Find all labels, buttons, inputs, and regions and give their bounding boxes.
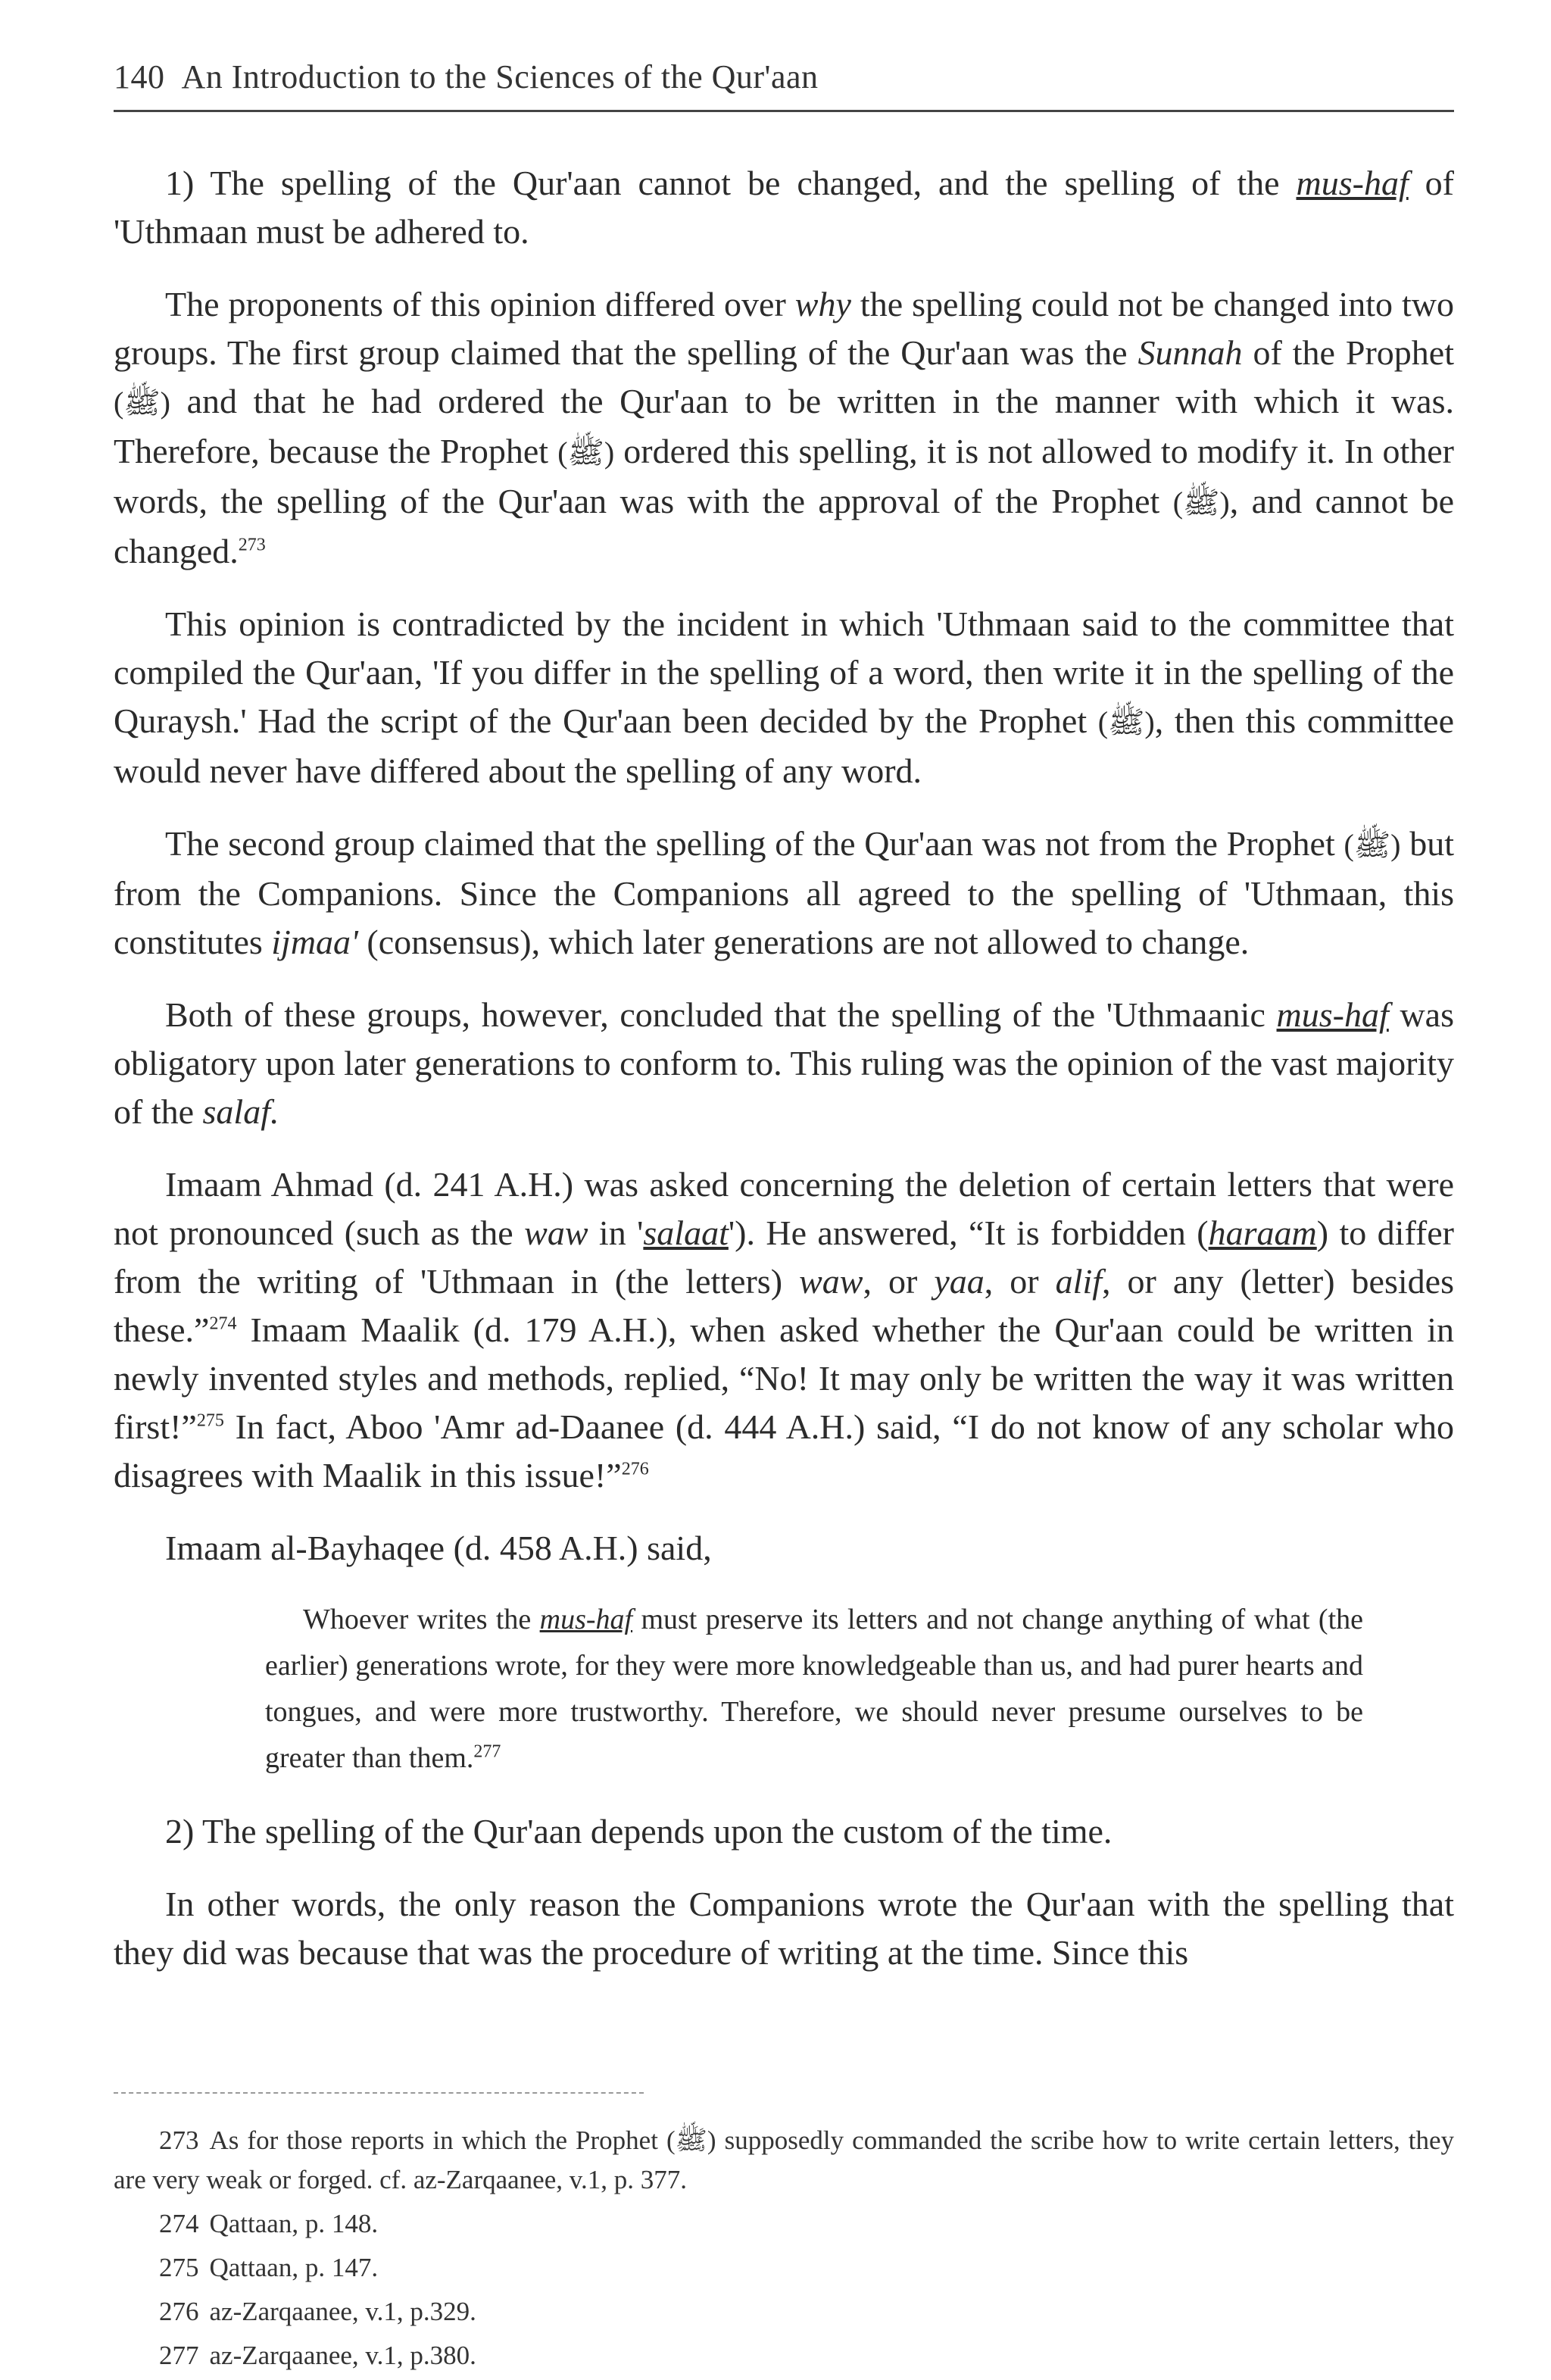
footnote-divider	[114, 2092, 644, 2095]
footnote-ref: 275	[196, 1410, 224, 1431]
footnote-ref: 273	[238, 535, 266, 555]
paragraph-9: In other words, the only reason the Companions wrote the Qur'aan with the spelling that they did was because that was the procedure of writing at the time. Since this	[114, 1885, 1454, 1972]
running-header	[114, 58, 1454, 96]
footnote: 275 Qattaan, p. 147.	[159, 2253, 379, 2282]
footnote: 273 As for those reports in which the Prophet (ﷺ) supposedly commanded the scribe how to write certain letters, they are very weak or forged. cf. az-Zarqaanee, v.1, p. 377.	[114, 2125, 1454, 2194]
footnote: 277 az-Zarqaanee, v.1, p.380.	[159, 2341, 476, 2370]
pbuh-symbol: (ﷺ)	[1172, 486, 1230, 520]
page-number: 140	[114, 58, 165, 95]
paragraph-7: Imaam al-Bayhaqee (d. 458 A.H.) said,	[165, 1529, 712, 1567]
book-title: An Introduction to the Sciences of the Qur'aan	[181, 58, 819, 95]
paragraph-8: 2) The spelling of the Qur'aan depends upon the custom of the time.	[165, 1812, 1113, 1851]
footnote: 276 az-Zarqaanee, v.1, p.329.	[159, 2297, 476, 2326]
paragraph-6: Imaam Ahmad (d. 241 A.H.) was asked concerning the deletion of certain letters that were not pronounced (such as the waw in 'salaat'). He answered, “It is forbidden (haraam) to differ from the writing of 'Uthmaan in (the letters) waw, or yaa, or alif, or any (letter) besides these.”$^{274}$ Imaam Maalik (d. 179 A.H.), when asked whether the Qur'aan could be written in newly invented styles and methods, replied, “No! It may only be written the way it was written first!”$^{275}$ In fact, Aboo 'Amr ad-Daanee (d. 444 A.H.) said, “I do not know of any scholar who disagrees with Maalik in this issue!”$^{276}$	[114, 1165, 1454, 1495]
footnote-ref: 274	[209, 1313, 237, 1334]
paragraph-2: The proponents of this opinion differed over why the spelling could not be changed into two groups. The first group claimed that the spelling of the Qur'aan was the Sunnah of the Prophet (ﷺ) and that he had ordered the Qur'aan to be written in the manner with which it was. Therefore, because the Prophet (ﷺ) ordered this spelling, it is not allowed to modify it. In other words, the spelling of the Qur'aan was with the approval of the Prophet (ﷺ), and cannot be changed.$^{273}$	[114, 285, 1455, 570]
pbuh-symbol: (ﷺ)	[557, 436, 615, 470]
paragraph-4: The second group claimed that the spelling of the Qur'aan was not from the Prophet (ﷺ) but from the Companions. Since the Companions all agreed to the spelling of 'Uthmaan, this constitutes ijmaa' (consensus), which later generations are not allowed to change.	[114, 824, 1455, 961]
paragraph-5: Both of these groups, however, concluded that the spelling of the 'Uthmaanic mus-haf was obligatory upon later generations to conform to. This ruling was the opinion of the vast majority of the salaf.	[114, 995, 1454, 1131]
pbuh-symbol: (ﷺ)	[114, 386, 170, 420]
footnote-ref: 277	[473, 1741, 501, 1762]
paragraph-1: 1) The spelling of the Qur'aan cannot be changed, and the spelling of the mus-haf of 'Uthmaan must be adhered to.	[114, 164, 1454, 251]
footnote: 274 Qattaan, p. 148.	[159, 2209, 379, 2238]
pbuh-symbol: (ﷺ)	[1343, 828, 1401, 862]
paragraph-3: This opinion is contradicted by the incident in which 'Uthmaan said to the committee that compiled the Qur'aan, 'If you differ in the spelling of a word, then write it in the spelling of the Quraysh.' Had the script of the Qur'aan been decided by the Prophet (ﷺ), then this committee would never have differed about the spelling of any word.	[114, 604, 1454, 790]
main-text	[114, 159, 1454, 2001]
footnote-ref: 276	[621, 1459, 649, 1479]
footnotes	[114, 2121, 1454, 2380]
header-divider	[114, 110, 1454, 112]
block-quote: Whoever writes the mus-haf must preserve its letters and not change anything of what (the earlier) generations wrote, for they were more knowledgeable than us, and had purer hearts and tongues, and were more trustworthy. Therefore, we should never presume ourselves to be greater than them.$^{277}$	[265, 1604, 1363, 1774]
pbuh-symbol: (ﷺ)	[1097, 705, 1155, 739]
